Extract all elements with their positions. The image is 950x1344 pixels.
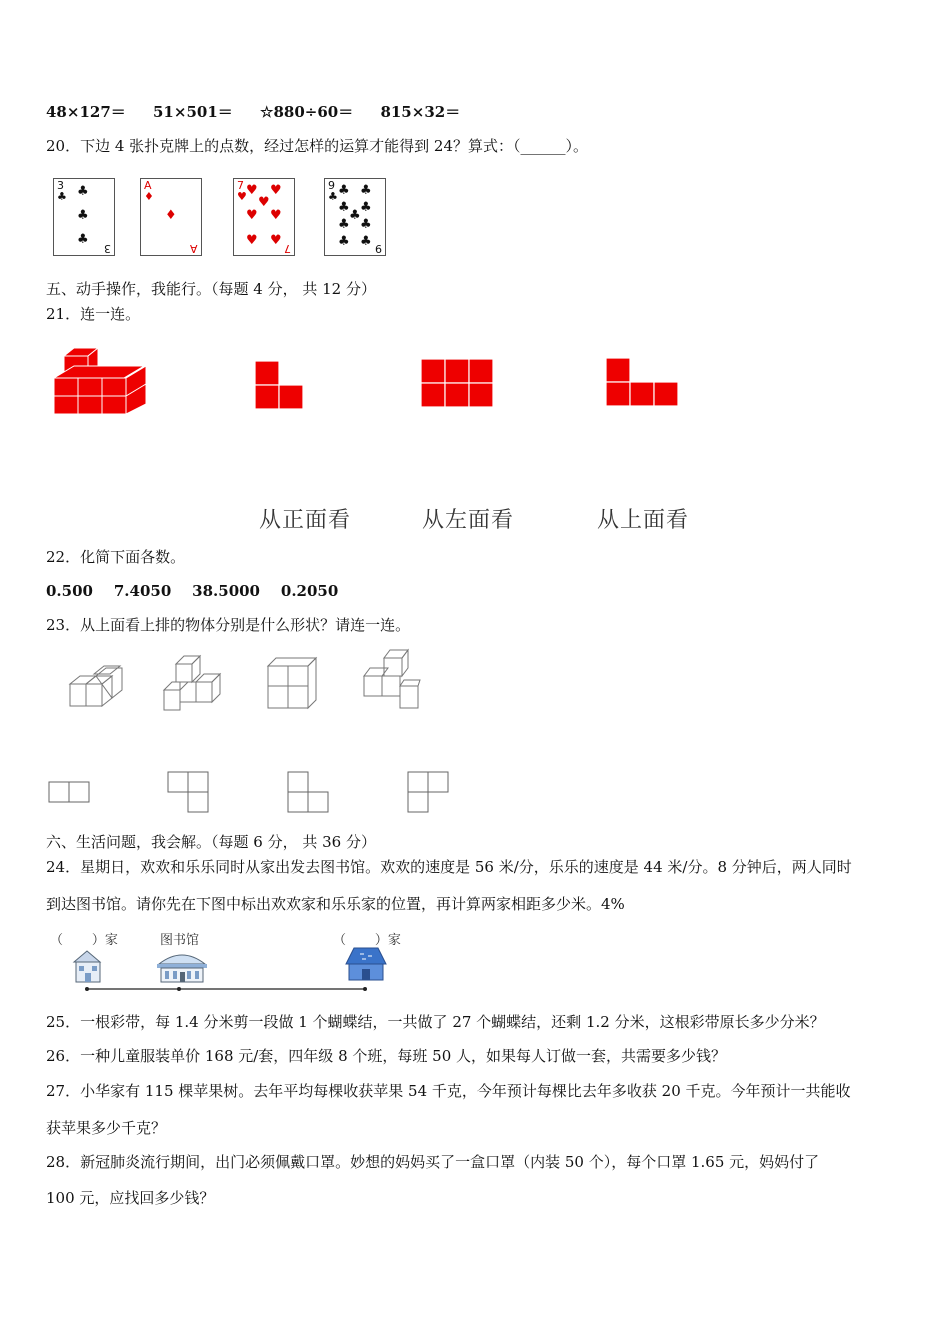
- cube-group-figure: [358, 646, 424, 714]
- card-rank: 7 ♥: [237, 179, 247, 203]
- club-icon: ♣: [338, 217, 350, 232]
- club-icon: ♣: [360, 217, 372, 232]
- card-rank: 3 ♣: [57, 179, 67, 203]
- distance-line: [60, 984, 390, 994]
- corner-outline-figure: [166, 770, 212, 814]
- calc-item: 51×501＝: [153, 103, 233, 121]
- view-label-left: 从左面看: [422, 508, 515, 533]
- card-rank: A ♦: [144, 179, 154, 203]
- club-icon: ♣: [338, 234, 350, 249]
- cube-group-figure: [264, 654, 322, 714]
- heart-icon: ♥: [246, 208, 258, 223]
- playing-card-3-clubs: [53, 178, 115, 256]
- view-label-front: 从正面看: [259, 508, 352, 533]
- six-square-view-figure: [420, 358, 496, 410]
- calc-item: ☆880÷60＝: [260, 103, 354, 121]
- question-21: 21．连一连。: [46, 305, 141, 323]
- blue-house-icon: [340, 944, 390, 986]
- question-25: 25．一根彩带，每 1.4 分米剪一段做 1 个蝴蝶结，一共做了 27 个蝴蝶结，还剩 1.2 分米，这根彩带原长多少分米？: [46, 1013, 825, 1031]
- playing-card-7-hearts: [233, 178, 295, 256]
- left-home-label: （ ）家: [50, 933, 118, 948]
- question-23: 23．从上面看上排的物体分别是什么形状？请连一连。: [46, 616, 411, 634]
- question-28-line1: 28．新冠肺炎流行期间，出门必须佩戴口罩。妙想的妈妈买了一盒口罩（内装 50 个），每个口罩 1.65 元，妈妈付了: [46, 1153, 820, 1171]
- club-icon: ♣: [338, 200, 350, 215]
- card-rank: 9 ♣: [328, 179, 338, 203]
- club-icon: ♣: [77, 232, 89, 247]
- cube-group-figure: [160, 652, 228, 714]
- card-rank-bottom: A: [190, 242, 198, 255]
- red-cube-solid-figure: [52, 344, 152, 419]
- card-rank-bottom: 3: [104, 242, 111, 255]
- club-icon: ♣: [360, 234, 372, 249]
- l-shape-view-figure: [254, 360, 306, 412]
- question-26: 26．一种儿童服装单价 168 元/套，四年级 8 个班，每班 50 人，如果每人订做一套，共需要多少钱？: [46, 1047, 727, 1065]
- heart-icon: ♥: [258, 195, 270, 210]
- club-icon: ♣: [77, 184, 89, 199]
- cube-group-figure: [66, 660, 126, 712]
- library-label: 图书馆: [160, 933, 200, 948]
- right-home-label: （ ）家: [333, 933, 401, 948]
- section-5-heading: 五、动手操作，我能行。（每题 4 分， 共 12 分）: [46, 280, 376, 298]
- l-outline-figure: [286, 770, 332, 814]
- playing-card-9-clubs: [324, 178, 386, 256]
- calc-row: [46, 102, 460, 122]
- view-label-top: 从上面看: [597, 508, 690, 533]
- heart-icon: ♥: [246, 183, 258, 198]
- playing-card-ace-diamonds: [140, 178, 202, 256]
- card-rank-bottom: 7: [284, 242, 291, 255]
- question-22: 22．化简下面各数。: [46, 548, 186, 566]
- club-icon: ♣: [349, 208, 361, 223]
- q22-numbers: 0.500 7.4050 38.5000 0.2050: [46, 582, 339, 600]
- question-27-line1: 27．小华家有 115 棵苹果树。去年平均每棵收获苹果 54 千克，今年预计每棵比去年多收获 20 千克。今年预计一共能收: [46, 1082, 851, 1100]
- section-6-heading: 六、生活问题，我会解。（每题 6 分， 共 36 分）: [46, 833, 376, 851]
- question-27-line2: 获苹果多少千克？: [46, 1119, 167, 1137]
- heart-icon: ♥: [270, 183, 282, 198]
- question-28-line2: 100 元，应找回多少钱？: [46, 1189, 215, 1207]
- calc-item: 48×127＝: [46, 103, 126, 121]
- reverse-l-outline-figure: [406, 770, 452, 814]
- heart-icon: ♥: [246, 233, 258, 248]
- step-shape-view-figure: [605, 357, 681, 409]
- question-24-line1: 24．星期日，欢欢和乐乐同时从家出发去图书馆。欢欢的速度是 56 米/分，乐乐的速度是 44 米/分。8 分钟后，两人同时: [46, 858, 852, 876]
- club-icon: ♣: [360, 183, 372, 198]
- question-20: 20．下边 4 张扑克牌上的点数，经过怎样的运算才能得到 24？算式：（______）。: [46, 137, 589, 155]
- club-icon: ♣: [338, 183, 350, 198]
- diamond-icon: ♦: [165, 208, 177, 223]
- library-building-icon: [153, 946, 211, 986]
- calc-item: 815×32＝: [380, 103, 461, 121]
- house-icon: [70, 948, 110, 986]
- card-rank-bottom: 9: [375, 242, 382, 255]
- two-square-outline: [47, 780, 93, 806]
- question-24-line2: 到达图书馆。请你先在下图中标出欢欢家和乐乐家的位置，再计算两家相距多少米。4%: [46, 895, 625, 913]
- heart-icon: ♥: [270, 208, 282, 223]
- club-icon: ♣: [360, 200, 372, 215]
- club-icon: ♣: [77, 208, 89, 223]
- heart-icon: ♥: [270, 233, 282, 248]
